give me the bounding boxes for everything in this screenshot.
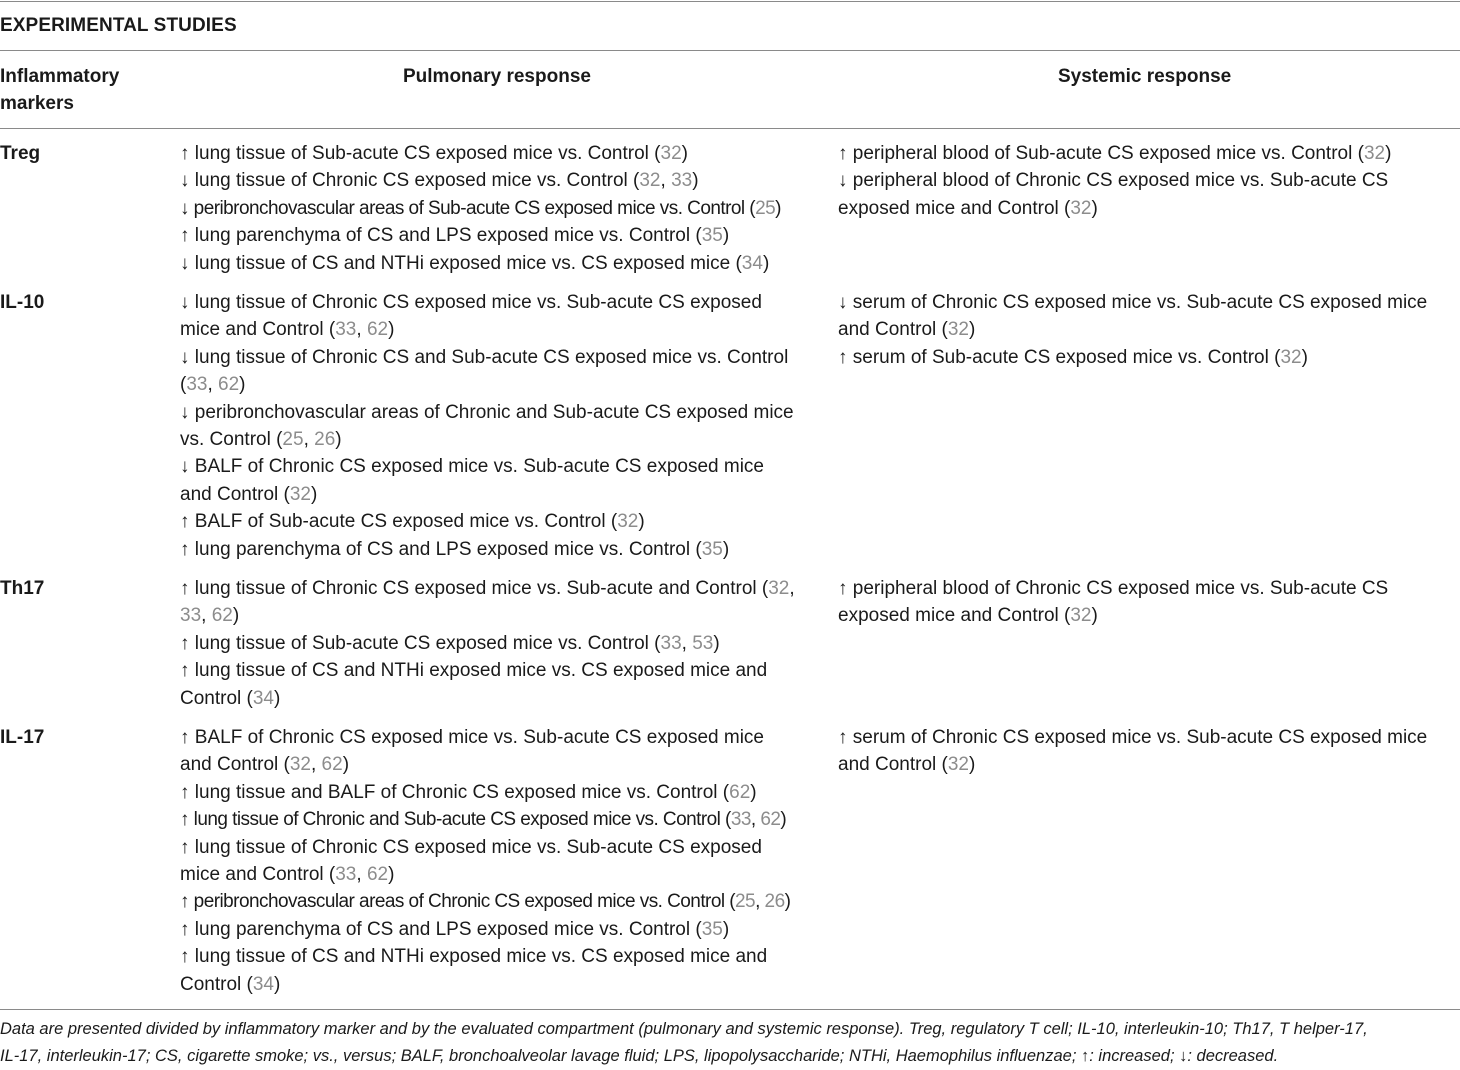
finding-text-end: ) xyxy=(681,143,688,164)
bottom-rule xyxy=(0,1009,1460,1010)
reference-link[interactable]: 34 xyxy=(252,973,274,995)
finding-line xyxy=(180,724,830,751)
reference-link[interactable]: 62 xyxy=(218,374,240,396)
reference-link[interactable]: 32 xyxy=(768,578,790,599)
title-rule xyxy=(0,50,1460,51)
finding-text-end: ) xyxy=(775,197,781,219)
il-17-pulmonary-cell xyxy=(180,724,830,998)
finding-line xyxy=(838,167,1458,194)
reference-link[interactable]: 32 xyxy=(289,483,311,505)
finding-line: and Control (32, 62) xyxy=(180,754,350,776)
finding-text-end: ) xyxy=(232,605,240,627)
reference-link[interactable]: 32 xyxy=(1363,143,1386,164)
finding-text-end: ) xyxy=(310,483,318,505)
finding-text-end: ) xyxy=(335,429,342,451)
finding-text-end: ) xyxy=(274,687,281,709)
finding-line: mice and Control (33, 62) xyxy=(180,319,395,341)
header-pulmonary-response: Pulmonary response xyxy=(403,66,591,87)
finding-line xyxy=(838,344,1458,371)
footnote-line-1: Data are presented divided by inflammatory marker and by the evaluated compartment (pulmonary and systemic response). Treg, regulatory T cell; IL-10, interleukin-10; Th17, T helper-17, xyxy=(0,1020,1368,1038)
finding-line xyxy=(180,971,830,998)
marker-il-17: IL-17 xyxy=(0,727,45,748)
finding-text: ↓ lung tissue of CS and NTHi exposed mice vs. CS exposed mice ( xyxy=(180,252,742,274)
reference-link[interactable]: 35 xyxy=(701,225,723,247)
finding-line xyxy=(180,536,830,563)
finding-text-end: ) xyxy=(638,511,645,533)
finding-line xyxy=(838,289,1458,316)
finding-line xyxy=(838,316,1458,343)
finding-text: ↓ lung tissue of Chronic CS and Sub-acute CS exposed mice vs. Control xyxy=(180,346,789,368)
finding-text: ↓ peribronchovascular areas of Sub-acute CS exposed mice vs. Control ( xyxy=(180,197,756,219)
header-systemic-response: Systemic response xyxy=(1058,66,1232,87)
finding-line xyxy=(838,195,1458,222)
finding-line xyxy=(180,140,830,167)
reference-link[interactable]: 34 xyxy=(252,687,274,709)
finding-text-end: ) xyxy=(1091,605,1098,627)
finding-text-end: ) xyxy=(388,864,395,886)
finding-text: mice and Control ( xyxy=(180,319,336,341)
finding-line: vs. Control (25, 26) xyxy=(180,429,342,451)
finding-text-end: ) xyxy=(722,538,730,560)
finding-text: ↑ lung tissue of Chronic CS exposed mice vs. Sub-acute CS exposed xyxy=(180,836,762,858)
finding-text: ↑ serum of Chronic CS exposed mice vs. Sub-acute CS exposed mice xyxy=(838,727,1428,748)
reference-link[interactable]: 62 xyxy=(729,781,751,803)
finding-line xyxy=(180,657,830,684)
reference-link[interactable]: 32 xyxy=(1070,605,1092,627)
il-17-systemic-cell xyxy=(838,724,1458,779)
reference-link[interactable]: 25 xyxy=(282,429,304,451)
finding-line xyxy=(180,779,830,806)
finding-text: ( xyxy=(180,374,187,396)
reference-link[interactable]: 62 xyxy=(366,864,389,886)
finding-text: and Control ( xyxy=(838,754,948,776)
finding-text: ↓ peripheral blood of Chronic CS exposed mice vs. Sub-acute CS xyxy=(838,170,1389,192)
finding-text-end: ) xyxy=(750,781,757,803)
header-rule xyxy=(0,128,1460,129)
finding-text-end: ) xyxy=(274,973,281,995)
reference-link[interactable]: 33 xyxy=(660,632,682,654)
finding-line xyxy=(180,250,830,277)
finding-text-end: ) xyxy=(762,252,770,274)
marker-treg: Treg xyxy=(0,143,41,164)
treg-systemic-cell xyxy=(838,140,1458,222)
il-10-pulmonary-cell xyxy=(180,289,830,563)
finding-line: ↑ peribronchovascular areas of Chronic CS exposed mice vs. Control (25, 26) xyxy=(180,891,791,913)
finding-text: Control ( xyxy=(180,973,253,995)
finding-text-end: ) xyxy=(692,170,699,192)
reference-link[interactable]: 62 xyxy=(211,605,233,627)
finding-line xyxy=(838,140,1458,167)
reference-link[interactable]: 32 xyxy=(1070,197,1092,219)
finding-text-end: ) xyxy=(1385,143,1392,164)
finding-line xyxy=(180,834,830,861)
finding-text: ↑ peripheral blood of Chronic CS exposed mice vs. Sub-acute CS xyxy=(838,578,1389,599)
finding-line xyxy=(838,602,1458,629)
th17-systemic-cell xyxy=(838,575,1458,630)
finding-line xyxy=(180,195,830,222)
marker-il-10: IL-10 xyxy=(0,292,45,313)
reference-link[interactable]: 26 xyxy=(314,429,336,451)
finding-line xyxy=(838,575,1458,602)
finding-text: ↑ serum of Sub-acute CS exposed mice vs. Control ( xyxy=(838,346,1281,368)
reference-link[interactable]: 32 xyxy=(639,170,661,192)
finding-text-end: ) xyxy=(722,918,730,940)
reference-link[interactable]: 33 xyxy=(335,864,357,886)
reference-link[interactable]: 32 xyxy=(947,754,969,776)
reference-link[interactable]: 34 xyxy=(741,252,763,274)
finding-text-end: ) xyxy=(780,809,787,831)
finding-text: ↓ lung tissue of Chronic CS exposed mice vs. Control ( xyxy=(180,170,640,192)
finding-text: and Control ( xyxy=(180,754,290,776)
reference-link[interactable]: 62 xyxy=(366,319,389,341)
finding-line: ↑ lung tissue of Sub-acute CS exposed mice vs. Control (33, 53) xyxy=(180,632,720,654)
finding-text: ↑ peripheral blood of Sub-acute CS exposed mice vs. Control ( xyxy=(838,143,1364,164)
reference-link[interactable]: 62 xyxy=(321,754,343,776)
finding-text: mice and Control ( xyxy=(180,864,336,886)
finding-text: ↑ lung tissue and BALF of Chronic CS exposed mice vs. Control ( xyxy=(180,781,730,803)
finding-line xyxy=(180,222,830,249)
finding-text-end: ) xyxy=(1301,346,1308,368)
finding-line xyxy=(180,916,830,943)
finding-text: ↑ lung tissue of CS and NTHi exposed mice vs. CS exposed mice and xyxy=(180,946,768,968)
finding-line: 33, 62) xyxy=(180,605,240,627)
finding-text: vs. Control ( xyxy=(180,429,283,451)
treg-pulmonary-cell xyxy=(180,140,830,277)
reference-link[interactable]: 32 xyxy=(617,511,639,533)
finding-text: ↑ lung tissue of Sub-acute CS exposed mice vs. Control ( xyxy=(180,632,661,654)
finding-text: ↑ BALF of Chronic CS exposed mice vs. Sub-acute CS exposed mice xyxy=(180,727,764,748)
finding-line xyxy=(180,943,830,970)
finding-text: ↑ lung tissue of CS and NTHi exposed mice vs. CS exposed mice and xyxy=(180,660,768,682)
finding-text: ↑ lung tissue of Chronic and Sub-acute CS exposed mice vs. Control ( xyxy=(180,809,731,831)
reference-link[interactable]: 53 xyxy=(692,632,714,654)
finding-line xyxy=(180,453,830,480)
finding-text-end: ) xyxy=(239,374,246,396)
header-inflammatory-markers xyxy=(0,63,119,117)
reference-link[interactable]: 25 xyxy=(755,197,776,219)
reference-link[interactable]: 33 xyxy=(186,374,208,396)
finding-text-end: ) xyxy=(388,319,395,341)
finding-text: ↑ lung parenchyma of CS and LPS exposed mice vs. Control ( xyxy=(180,538,702,560)
finding-text-end: ) xyxy=(784,891,791,913)
finding-text: exposed mice and Control ( xyxy=(838,605,1071,627)
finding-text-end: , xyxy=(789,578,795,599)
finding-text-end: ) xyxy=(968,754,976,776)
finding-text: ↓ lung tissue of Chronic CS exposed mice vs. Sub-acute CS exposed xyxy=(180,292,762,313)
finding-text: ↑ lung tissue of Chronic CS exposed mice vs. Sub-acute and Control ( xyxy=(180,578,769,599)
reference-link[interactable]: 33 xyxy=(335,319,357,341)
reference-link[interactable]: 32 xyxy=(1280,346,1302,368)
finding-text-end: ) xyxy=(722,225,730,247)
finding-text: ↓ BALF of Chronic CS exposed mice vs. Sub-acute CS exposed mice xyxy=(180,456,764,478)
reference-link[interactable]: 35 xyxy=(701,918,723,940)
finding-line xyxy=(838,751,1458,778)
finding-line xyxy=(180,575,830,602)
finding-line: ↓ lung tissue of Chronic CS exposed mice vs. Control (32, 33) xyxy=(180,170,699,192)
finding-text: ↑ peribronchovascular areas of Chronic CS exposed mice vs. Control ( xyxy=(180,891,736,913)
header-markers-line1: Inflammatory xyxy=(0,66,120,87)
finding-text: and Control ( xyxy=(180,483,290,505)
finding-text: ↑ lung tissue of Sub-acute CS exposed mice vs. Control ( xyxy=(180,143,661,164)
finding-line: (33, 62) xyxy=(180,374,246,396)
th17-pulmonary-cell xyxy=(180,575,830,712)
reference-link[interactable]: 32 xyxy=(947,319,969,341)
header-markers-line2: markers xyxy=(0,93,74,114)
finding-text-end: ) xyxy=(342,754,350,776)
finding-text: Control ( xyxy=(180,687,253,709)
finding-line: ↑ lung tissue of Chronic and Sub-acute CS exposed mice vs. Control (33, 62) xyxy=(180,809,787,831)
finding-line xyxy=(180,344,830,371)
reference-link[interactable]: 62 xyxy=(760,809,781,831)
finding-line xyxy=(180,508,830,535)
finding-text: ↓ serum of Chronic CS exposed mice vs. Sub-acute CS exposed mice xyxy=(838,292,1428,313)
finding-line xyxy=(180,289,830,316)
reference-link[interactable]: 32 xyxy=(660,143,682,164)
section-title: EXPERIMENTAL STUDIES xyxy=(0,15,237,36)
finding-line xyxy=(180,685,830,712)
finding-text-end: ) xyxy=(1091,197,1098,219)
finding-line xyxy=(838,724,1458,751)
finding-text-end: ) xyxy=(713,632,720,654)
finding-text: ↓ peribronchovascular areas of Chronic and Sub-acute CS exposed mice xyxy=(180,401,794,423)
finding-text: ↑ lung parenchyma of CS and LPS exposed mice vs. Control ( xyxy=(180,225,702,247)
reference-link[interactable]: 33 xyxy=(671,170,693,192)
finding-text-end: ) xyxy=(968,319,976,341)
finding-text: and Control ( xyxy=(838,319,948,341)
table-footnote xyxy=(0,1016,1460,1070)
finding-text: ↑ lung parenchyma of CS and LPS exposed mice vs. Control ( xyxy=(180,918,702,940)
finding-text: ↑ BALF of Sub-acute CS exposed mice vs. Control ( xyxy=(180,511,618,533)
top-rule xyxy=(0,1,1460,2)
footnote-line-2: IL-17, interleukin-17; CS, cigarette smoke; vs., versus; BALF, bronchoalveolar lavage fluid; LPS, lipopolysaccharide; NTHi, Haemophilus influenzae; ↑: increased; ↓: decreased. xyxy=(0,1047,1279,1065)
reference-link[interactable]: 25 xyxy=(735,891,756,913)
finding-line xyxy=(180,481,830,508)
il-10-systemic-cell xyxy=(838,289,1458,371)
reference-link[interactable]: 32 xyxy=(289,754,311,776)
finding-text: exposed mice and Control ( xyxy=(838,197,1071,219)
reference-link[interactable]: 33 xyxy=(730,809,751,831)
reference-link[interactable]: 33 xyxy=(180,605,202,627)
reference-link[interactable]: 26 xyxy=(764,891,785,913)
finding-line: mice and Control (33, 62) xyxy=(180,864,395,886)
finding-line xyxy=(180,399,830,426)
reference-link[interactable]: 35 xyxy=(701,538,723,560)
marker-th17: Th17 xyxy=(0,578,45,599)
